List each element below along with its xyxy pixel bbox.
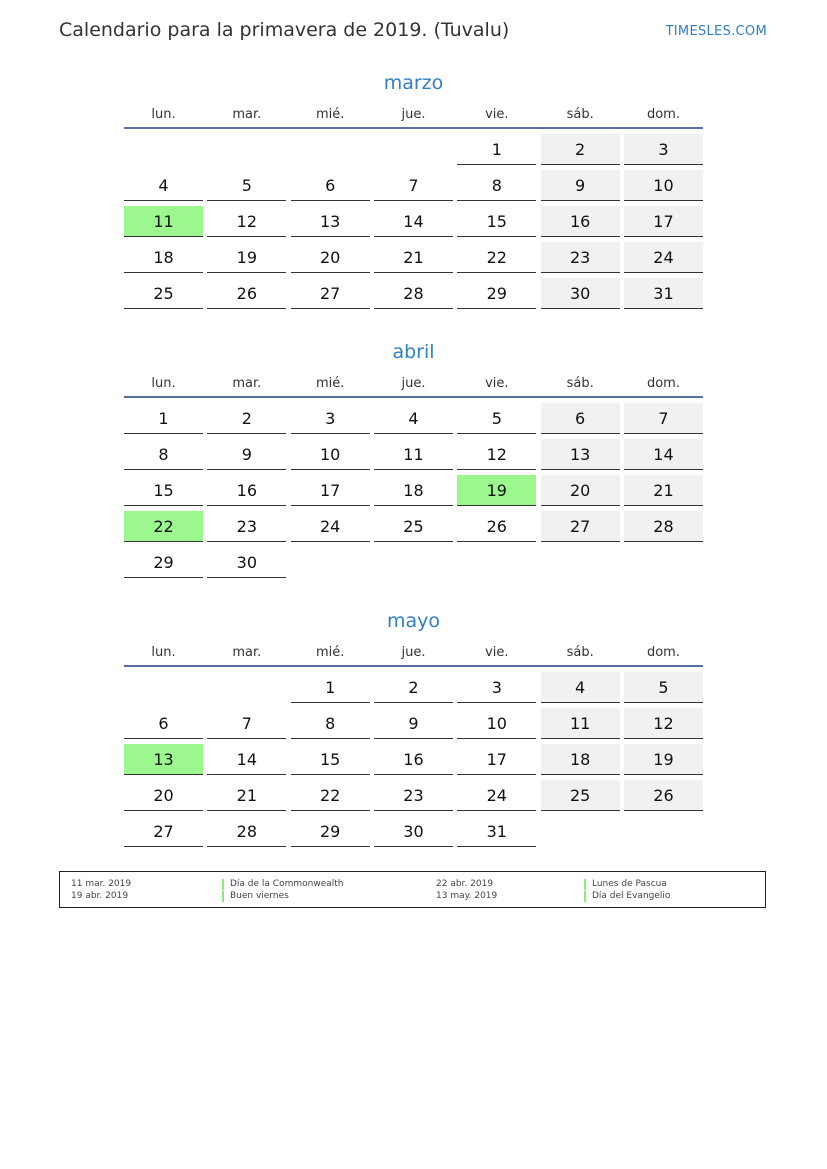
day-cell: 4	[124, 170, 203, 201]
weekday-label: mié.	[315, 107, 345, 122]
day-cell: 30	[374, 816, 453, 847]
weekend-day-cell: 3	[624, 134, 703, 165]
weekday-label: dom.	[646, 645, 680, 660]
weekend-day-cell: 10	[624, 170, 703, 201]
weekend-day-cell: 24	[624, 242, 703, 273]
day-cell: 11	[374, 439, 453, 470]
month-may	[124, 610, 703, 852]
weekend-day-cell: 7	[624, 403, 703, 434]
day-cell: 23	[374, 780, 453, 811]
weekday-label: mié.	[315, 376, 345, 391]
weekday-label: mar.	[232, 376, 262, 391]
weekend-day-cell: 12	[624, 708, 703, 739]
weekday-header	[124, 377, 703, 398]
holiday-day-cell: 22	[124, 511, 203, 542]
day-cell: 15	[457, 206, 536, 237]
weekend-day-cell: 16	[541, 206, 620, 237]
day-cell: 25	[374, 511, 453, 542]
day-cell: 8	[124, 439, 203, 470]
weekday-label: lun.	[151, 107, 176, 122]
weekday-label: lun.	[151, 376, 176, 391]
day-cell: 14	[374, 206, 453, 237]
week-row	[124, 511, 703, 542]
day-cell: 14	[207, 744, 286, 775]
legend-holiday-name: Buen viernes	[222, 891, 289, 902]
week-row	[124, 242, 703, 273]
weekday-label: jue.	[401, 107, 426, 122]
weekend-day-cell: 13	[541, 439, 620, 470]
weekday-label: mar.	[232, 107, 262, 122]
day-cell: 1	[457, 134, 536, 165]
empty-day-cell	[541, 547, 620, 578]
week-row	[124, 475, 703, 506]
weekend-day-cell: 4	[541, 672, 620, 703]
legend-date: 11 mar. 2019	[71, 879, 132, 889]
day-cell: 18	[374, 475, 453, 506]
empty-day-cell	[291, 547, 370, 578]
day-cell: 12	[457, 439, 536, 470]
day-cell: 10	[291, 439, 370, 470]
day-cell: 26	[457, 511, 536, 542]
day-cell: 1	[124, 403, 203, 434]
day-cell: 18	[124, 242, 203, 273]
weekend-day-cell: 27	[541, 511, 620, 542]
weekend-day-cell: 14	[624, 439, 703, 470]
week-row	[124, 170, 703, 201]
weekday-label: dom.	[646, 107, 680, 122]
weekday-header	[124, 108, 703, 129]
day-cell: 20	[291, 242, 370, 273]
weekday-label: sáb.	[566, 645, 594, 660]
day-grid	[124, 134, 703, 309]
legend-holiday-name: Día de la Commonwealth	[222, 879, 343, 890]
weekend-day-cell: 30	[541, 278, 620, 309]
weekday-label: lun.	[151, 645, 176, 660]
day-grid	[124, 672, 703, 847]
empty-day-cell	[291, 134, 370, 165]
holiday-day-cell: 19	[457, 475, 536, 506]
empty-day-cell	[207, 672, 286, 703]
day-cell: 15	[124, 475, 203, 506]
weekend-day-cell: 6	[541, 403, 620, 434]
week-row	[124, 439, 703, 470]
day-cell: 13	[291, 206, 370, 237]
page-title: Calendario para la primavera de 2019. (Tuvalu)	[59, 19, 510, 41]
weekend-day-cell: 31	[624, 278, 703, 309]
week-row	[124, 708, 703, 739]
week-row	[124, 547, 703, 578]
day-cell: 22	[291, 780, 370, 811]
day-cell: 27	[291, 278, 370, 309]
holiday-legend	[59, 871, 766, 908]
weekend-day-cell: 9	[541, 170, 620, 201]
day-cell: 7	[374, 170, 453, 201]
weekday-label: vie.	[485, 376, 509, 391]
legend-holiday-name: Día del Evangelio	[584, 891, 670, 902]
empty-day-cell	[374, 547, 453, 578]
brand-link[interactable]: TIMESLES.COM	[665, 24, 767, 39]
weekend-day-cell: 5	[624, 672, 703, 703]
day-cell: 31	[457, 816, 536, 847]
empty-day-cell	[457, 547, 536, 578]
empty-day-cell	[207, 134, 286, 165]
empty-day-cell	[624, 816, 703, 847]
weekday-label: mié.	[315, 645, 345, 660]
month-title: marzo	[383, 72, 444, 94]
day-cell: 9	[374, 708, 453, 739]
weekend-day-cell: 2	[541, 134, 620, 165]
day-cell: 21	[374, 242, 453, 273]
legend-date: 22 abr. 2019	[436, 879, 494, 889]
day-cell: 29	[291, 816, 370, 847]
day-cell: 29	[457, 278, 536, 309]
day-cell: 24	[291, 511, 370, 542]
day-cell: 20	[124, 780, 203, 811]
weekend-day-cell: 18	[541, 744, 620, 775]
day-cell: 16	[374, 744, 453, 775]
week-row	[124, 780, 703, 811]
holiday-day-cell: 11	[124, 206, 203, 237]
weekday-label: vie.	[485, 107, 509, 122]
weekday-label: sáb.	[566, 107, 594, 122]
day-cell: 8	[457, 170, 536, 201]
day-cell: 1	[291, 672, 370, 703]
day-cell: 12	[207, 206, 286, 237]
weekend-day-cell: 23	[541, 242, 620, 273]
day-cell: 5	[207, 170, 286, 201]
day-cell: 3	[291, 403, 370, 434]
month-title: abril	[392, 341, 435, 363]
day-cell: 17	[457, 744, 536, 775]
day-cell: 23	[207, 511, 286, 542]
day-cell: 5	[457, 403, 536, 434]
day-cell: 3	[457, 672, 536, 703]
weekday-label: dom.	[646, 376, 680, 391]
day-cell: 26	[207, 278, 286, 309]
weekend-day-cell: 21	[624, 475, 703, 506]
day-cell: 7	[207, 708, 286, 739]
weekday-label: jue.	[401, 376, 426, 391]
day-cell: 19	[207, 242, 286, 273]
day-cell: 2	[374, 672, 453, 703]
empty-day-cell	[374, 134, 453, 165]
weekend-day-cell: 26	[624, 780, 703, 811]
legend-holiday-name: Lunes de Pascua	[584, 879, 667, 890]
empty-day-cell	[124, 134, 203, 165]
weekend-day-cell: 28	[624, 511, 703, 542]
empty-day-cell	[624, 547, 703, 578]
day-cell: 21	[207, 780, 286, 811]
empty-day-cell	[124, 672, 203, 703]
weekend-day-cell: 17	[624, 206, 703, 237]
day-grid	[124, 403, 703, 578]
month-april	[124, 341, 703, 583]
day-cell: 17	[291, 475, 370, 506]
week-row	[124, 744, 703, 775]
day-cell: 28	[207, 816, 286, 847]
day-cell: 6	[291, 170, 370, 201]
weekend-day-cell: 20	[541, 475, 620, 506]
week-row	[124, 672, 703, 703]
weekend-day-cell: 11	[541, 708, 620, 739]
day-cell: 28	[374, 278, 453, 309]
day-cell: 8	[291, 708, 370, 739]
day-cell: 2	[207, 403, 286, 434]
legend-date: 13 may. 2019	[436, 891, 498, 901]
day-cell: 4	[374, 403, 453, 434]
week-row	[124, 206, 703, 237]
day-cell: 9	[207, 439, 286, 470]
legend-date: 19 abr. 2019	[71, 891, 129, 901]
week-row	[124, 278, 703, 309]
weekday-label: mar.	[232, 645, 262, 660]
day-cell: 25	[124, 278, 203, 309]
day-cell: 27	[124, 816, 203, 847]
day-cell: 15	[291, 744, 370, 775]
day-cell: 10	[457, 708, 536, 739]
day-cell: 6	[124, 708, 203, 739]
day-cell: 22	[457, 242, 536, 273]
day-cell: 16	[207, 475, 286, 506]
weekend-day-cell: 25	[541, 780, 620, 811]
empty-day-cell	[541, 816, 620, 847]
week-row	[124, 134, 703, 165]
day-cell: 29	[124, 547, 203, 578]
weekend-day-cell: 19	[624, 744, 703, 775]
weekday-label: vie.	[485, 645, 509, 660]
holiday-day-cell: 13	[124, 744, 203, 775]
day-cell: 30	[207, 547, 286, 578]
month-march	[124, 72, 703, 314]
weekday-header	[124, 646, 703, 667]
weekday-label: jue.	[401, 645, 426, 660]
month-title: mayo	[386, 610, 441, 632]
week-row	[124, 816, 703, 847]
day-cell: 24	[457, 780, 536, 811]
weekday-label: sáb.	[566, 376, 594, 391]
week-row	[124, 403, 703, 434]
